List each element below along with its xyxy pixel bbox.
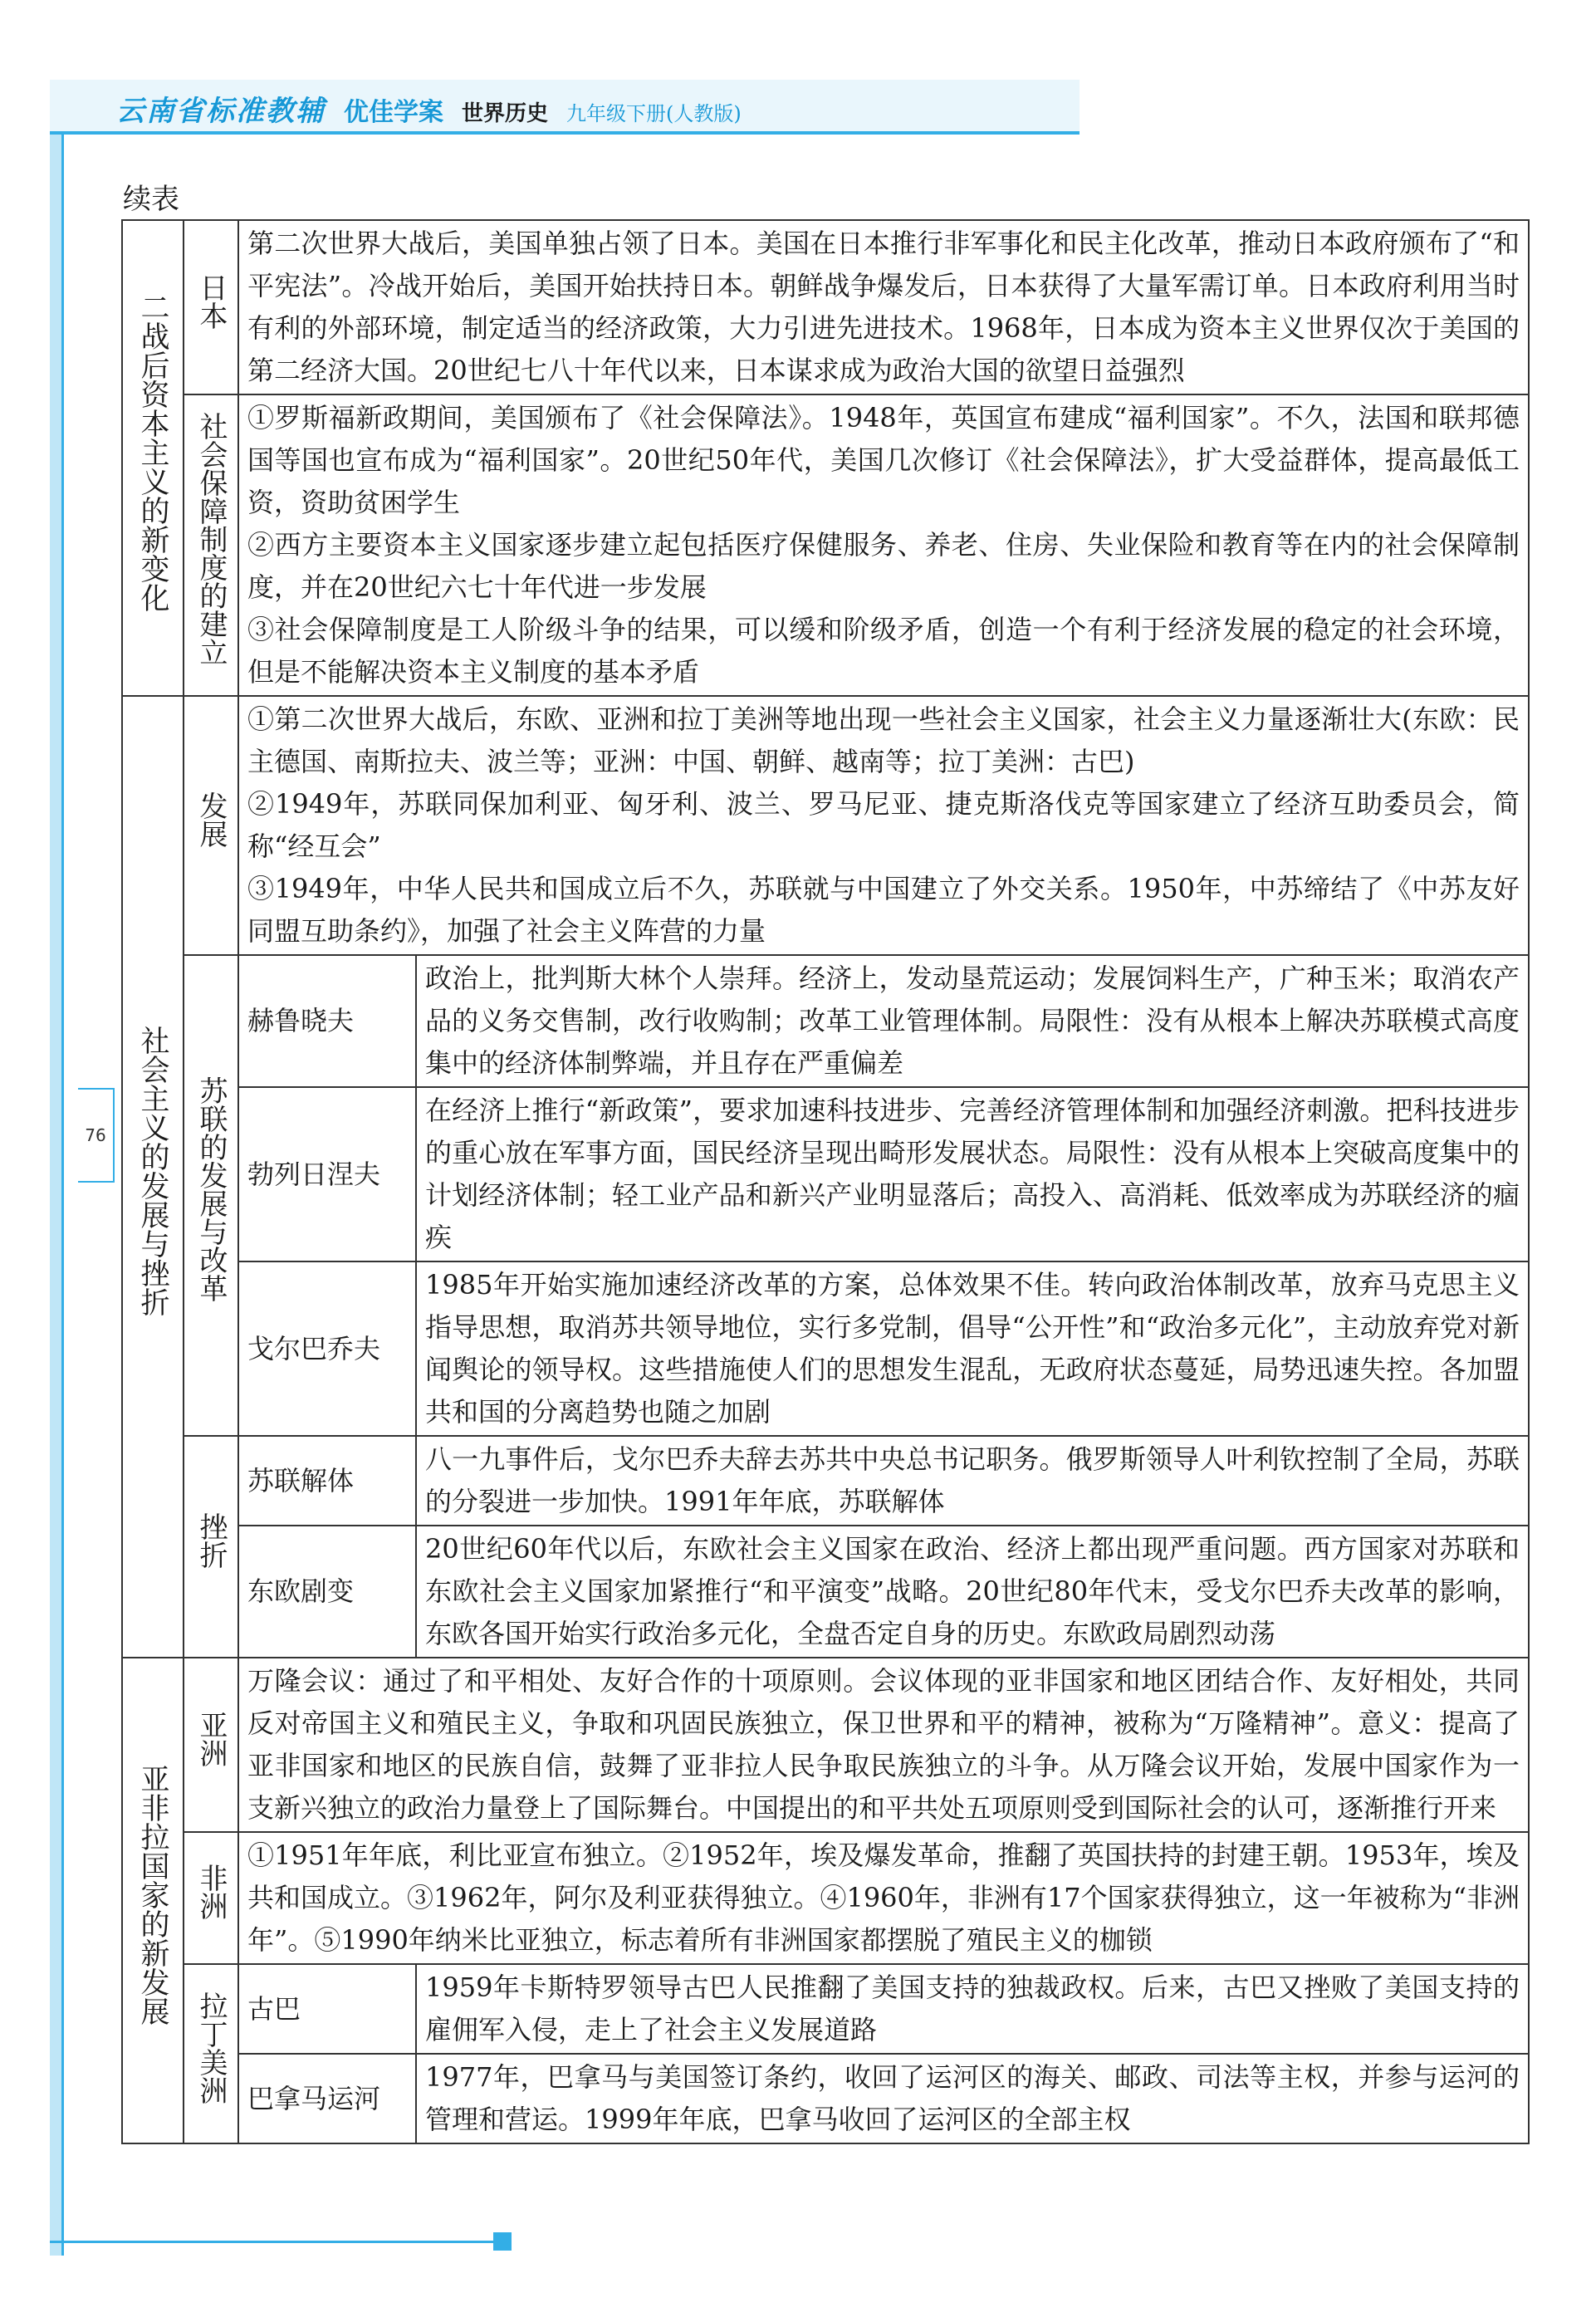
row-label-japan: 日本 [184,220,238,394]
cell-cuba: 1959年卡斯特罗领导古巴人民推翻了美国支持的独裁政权。后来，古巴又挫败了美国支持的雇佣军入侵，走上了社会主义发展道路 [416,1964,1529,2054]
table-row [122,1832,1529,1964]
table-row [122,1658,1529,1832]
cell-asia: 万隆会议：通过了和平相处、友好合作的十项原则。会议体现的亚非国家和地区团结合作、友好相处，共同反对帝国主义和殖民主义，争取和巩固民族独立，保卫世界和平的精神，被称为“万隆精神”。意义：提高了亚非国家和地区的民族自信，鼓舞了亚非拉人民争取民族独立的斗争。从万隆会议开始，发展中国家作为一支新兴独立的政治力量登上了国际舞台。中国提出的和平共处五项原则受到国际社会的认可，逐渐推行开来 [238,1658,1529,1832]
row-label-development: 发展 [184,696,238,955]
table-row [122,955,1529,1087]
paragraph: ①第二次世界大战后，东欧、亚洲和拉丁美洲等地出现一些社会主义国家，社会主义力量逐渐壮大(东欧：民主德国、南斯拉夫、波兰等；亚洲：中国、朝鲜、越南等；拉丁美洲：古巴) [247,703,1520,777]
table-row [122,696,1529,955]
table-row [122,394,1529,696]
subject-title: 世界历史 [462,101,549,126]
paragraph: ③1949年，中华人民共和国成立后不久，苏联就与中国建立了外交关系。1950年，中苏缔结了《中苏友好同盟互助条约》，加强了社会主义阵营的力量 [247,873,1520,947]
leader-gorbachev: 戈尔巴乔夫 [238,1261,416,1436]
cell-africa: ①1951年年底，利比亚宣布独立。②1952年，埃及爆发革命，推翻了英国扶持的封建王朝。1953年，埃及共和国成立。③1962年，阿尔及利亚获得独立。④1960年，非洲有17个国家获得独立，这一年被称为“非洲年”。⑤1990年纳米比亚独立，标志着所有非洲国家都摆脱了殖民主义的枷锁 [238,1832,1529,1964]
row-label-asia: 亚洲 [184,1658,238,1832]
row-label-soviet-reform: 苏联的发展与改革 [184,955,238,1436]
cell-panama: 1977年，巴拿马与美国签订条约，收回了运河区的海关、邮政、司法等主权，并参与运河的管理和营运。1999年年底，巴拿马收回了运河区的全部主权 [416,2054,1529,2143]
bottom-rule [50,2241,498,2243]
section-socialism-title: 社会主义的发展与挫折 [122,696,184,1658]
row-label-africa: 非洲 [184,1832,238,1964]
section-developing-title: 亚非拉国家的新发展 [122,1658,184,2143]
cell-eastern-europe: 20世纪60年代以后，东欧社会主义国家在政治、经济上都出现严重问题。西方国家对苏联和东欧社会主义国家加紧推行“和平演变”战略。20世纪80年代末，受戈尔巴乔夫改革的影响，东欧各国开始实行政治多元化，全盘否定自身的历史。东欧政局剧烈动荡 [416,1526,1529,1658]
paragraph: ①罗斯福新政期间，美国颁布了《社会保障法》。1948年，英国宣布建成“福利国家”。不久，法国和联邦德国等国也宣布成为“福利国家”。20世纪50年代，美国几次修订《社会保障法》，扩大受益群体，提高最低工资，资助贫困学生 [247,402,1520,518]
row-label-social-security: 社会保障制度的建立 [184,394,238,696]
series-subtitle: 优佳学案 [344,98,443,127]
row-label-setback: 挫折 [184,1436,238,1658]
table-row [122,1436,1529,1526]
cell-khrushchev: 政治上，批判斯大林个人崇拜。经济上，发动垦荒运动；发展饲料生产，广种玉米；取消农产品的义务交售制，改行收购制；改革工业管理体制。局限性：没有从根本上解决苏联模式高度集中的经济体制弊端，并且存在严重偏差 [416,955,1529,1087]
leader-brezhnev: 勃列日涅夫 [238,1087,416,1261]
row-label-latin-america: 拉丁美洲 [184,1964,238,2143]
section-postwar-title: 二战后资本主义的新变化 [122,220,184,696]
table-row [122,1087,1529,1261]
country-panama: 巴拿马运河 [238,2054,416,2143]
table-row [122,2054,1529,2143]
paragraph: ②1949年，苏联同保加利亚、匈牙利、波兰、罗马尼亚、捷克斯洛伐克等国家建立了经济互助委员会，简称“经互会” [247,788,1520,862]
cell-ussr-collapse: 八一九事件后，戈尔巴乔夫辞去苏共中央总书记职务。俄罗斯领导人叶利钦控制了全局，苏联的分裂进一步加快。1991年年底，苏联解体 [416,1436,1529,1526]
table-row [122,1526,1529,1658]
page-number: 76 [78,1088,115,1183]
summary-table [121,219,1530,2144]
continued-label: 续表 [123,183,179,216]
country-cuba: 古巴 [238,1964,416,2054]
cell-brezhnev: 在经济上推行“新政策”，要求加速科技进步、完善经济管理体制和加强经济刺激。把科技进步的重心放在军事方面，国民经济呈现出畸形发展状态。局限性：没有从根本上突破高度集中的计划经济体制；轻工业产品和新兴产业明显落后；高投入、高消耗、低效率成为苏联经济的痼疾 [416,1087,1529,1261]
cell-development [238,696,1529,955]
page-frame-left [50,80,64,2256]
bottom-square-marker [493,2232,512,2251]
table-row [122,1964,1529,2054]
grade-label: 九年级下册(人教版) [566,102,742,125]
leader-khrushchev: 赫鲁晓夫 [238,955,416,1087]
cell-gorbachev: 1985年开始实施加速经济改革的方案，总体效果不佳。转向政治体制改革，放弃马克思主义指导思想，取消苏共领导地位，实行多党制，倡导“公开性”和“政治多元化”，主动放弃党对新闻舆论的领导权。这些措施使人们的思想发生混乱，无政府状态蔓延，局势迅速失控。各加盟共和国的分离趋势也随之加剧 [416,1261,1529,1436]
paragraph: ②西方主要资本主义国家逐步建立起包括医疗保健服务、养老、住房、失业保险和教育等在内的社会保障制度，并在20世纪六七十年代进一步发展 [247,529,1520,603]
cell-social-security [238,394,1529,696]
table-row [122,1261,1529,1436]
series-title: 云南省标准教辅 [116,95,326,128]
cell-japan-text: 第二次世界大战后，美国单独占领了日本。美国在日本推行非军事化和民主化改革，推动日本政府颁布了“和平宪法”。冷战开始后，美国开始扶持日本。朝鲜战争爆发后，日本获得了大量军需订单。日本政府利用当时有利的外部环境，制定适当的经济政策，大力引进先进技术。1968年，日本成为资本主义世界仅次于美国的第二经济大国。20世纪七八十年代以来，日本谋求成为政治大国的欲望日益强烈 [238,220,1529,394]
table-row [122,220,1529,394]
paragraph: ③社会保障制度是工人阶级斗争的结果，可以缓和阶级矛盾，创造一个有利于经济发展的稳定的社会环境，但是不能解决资本主义制度的基本矛盾 [247,614,1520,688]
event-eastern-europe: 东欧剧变 [238,1526,416,1658]
header [116,88,742,128]
event-ussr-collapse: 苏联解体 [238,1436,416,1526]
